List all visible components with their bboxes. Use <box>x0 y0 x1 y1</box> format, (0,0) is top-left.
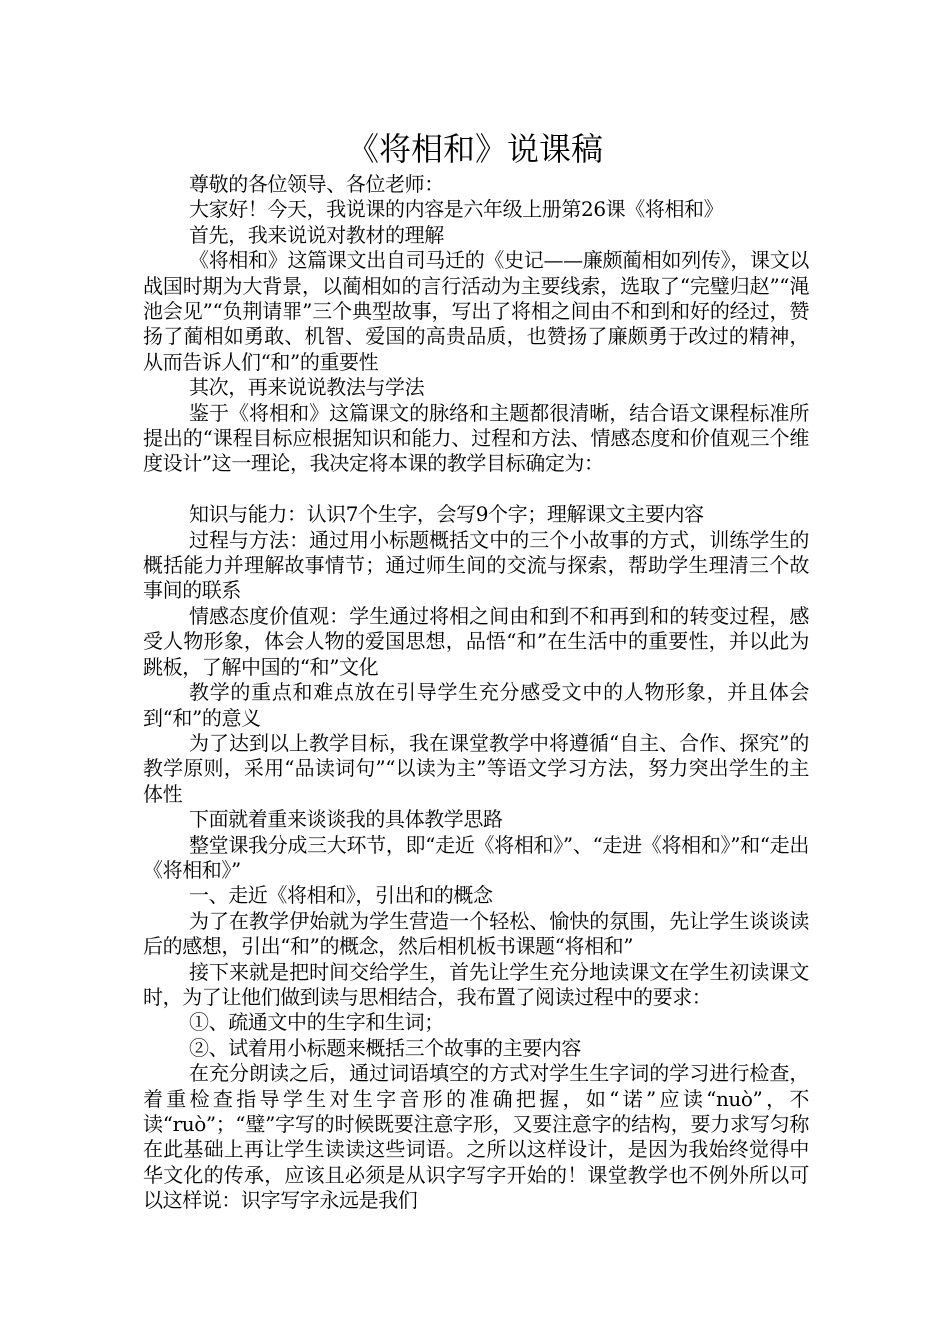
paragraph-requirement-1: ①、疏通文中的生字和生词； <box>189 1010 444 1035</box>
paragraph-key-points: 教学的重点和难点放在引导学生充分感受文中的人物形象，并且体会到“和”的意义 <box>143 680 809 730</box>
document-title: 《将相和》说课稿 <box>346 130 603 168</box>
paragraph-objective-process: 过程与方法：通过用小标题概括文中的三个小故事的方式，训练学生的概括能力并理解故事情节；通过师生间的交流与探索，帮助学生理清三个故事间的联系 <box>143 527 809 603</box>
paragraph-objectives-lead: 鉴于《将相和》这篇课文的脉络和主题都很清晰，结合语文课程标准所提出的“课程目标应根据知识和能力、过程和方法、情感态度和价值观三个维度设计”这一理论，我决定将本课的教学目标确定为： <box>143 400 809 476</box>
paragraph-three-sections: 整堂课我分成三大环节，即“走近《将相和》”、“走进《将相和》”和“走出《将相和》” <box>143 832 809 882</box>
paragraph-section-one-heading: 一、走近《将相和》，引出和的概念 <box>189 883 493 908</box>
paragraph-teaching-principles: 为了达到以上教学目标，我在课堂教学中将遵循“自主、合作、探究”的教学原则，采用“品读词句”“以读为主”等语文学习方法，努力突出学生的主体性 <box>143 730 809 806</box>
document-body <box>143 172 809 1214</box>
paragraph-requirement-2: ②、试着用小标题来概括三个故事的主要内容 <box>189 1035 581 1060</box>
paragraph-vocabulary-check: 在充分朗读之后，通过词语填空的方式对学生生字词的学习进行检查，着重检查指导学生对生字音形的准确把握，如“诺”应读“nuò”，不读“ruò”；“璧”字写的时候既要注意字形，又要注意字的结构，要力求写匀称在此基础上再让学生读读这些词语。之所以这样设计，是因为我始终觉得中华文化的传承，应该且必须是从识字写字开始的！课堂教学也不例外所以可以这样说：识字写字永远是我们 <box>143 1061 809 1213</box>
paragraph-objective-emotion: 情感态度价值观：学生通过将相之间由和到不和再到和的转变过程，感受人物形象，体会人物的爱国思想，品悟“和”在生活中的重要性，并以此为跳板，了解中国的“和”文化 <box>143 603 809 679</box>
paragraph-textbook-analysis: 《将相和》这篇课文出自司马迁的《史记——廉颇蔺相如列传》，课文以战国时期为大背景，以蔺相如的言行活动为主要线索，选取了“完璧归赵”“渑池会见”“负荆请罪”三个典型故事，写出了将相之间由不和到和好的经过，赞扬了蔺相如勇敢、机智、爱国的高贵品质，也赞扬了廉颇勇于改过的精神，从而告诉人们“和”的重要性 <box>143 248 809 374</box>
paragraph-objective-knowledge: 知识与能力：认识7个生字，会写9个字；理解课文主要内容 <box>189 502 704 527</box>
paragraph-section-textbook: 首先，我来说说对教材的理解 <box>189 222 444 247</box>
paragraph-section-methods: 其次，再来说说教法与学法 <box>189 375 425 400</box>
paragraph-intro: 大家好！今天，我说课的内容是六年级上册第26课《将相和》 <box>189 197 724 222</box>
paragraph-greeting: 尊敬的各位领导、各位老师： <box>189 172 444 196</box>
paragraph-section-one-intro: 为了在教学伊始就为学生营造一个轻松、愉快的氛围，先让学生谈谈读后的感想，引出“和”的概念，然后相机板书课题“将相和” <box>143 908 809 959</box>
paragraph-teaching-ideas-lead: 下面就着重来谈谈我的具体教学思路 <box>189 807 503 832</box>
paragraph-reading-requirements: 接下来就是把时间交给学生，首先让学生充分地读课文在学生初读课文时，为了让他们做到读与思相结合，我布置了阅读过程中的要求： <box>143 959 809 1009</box>
